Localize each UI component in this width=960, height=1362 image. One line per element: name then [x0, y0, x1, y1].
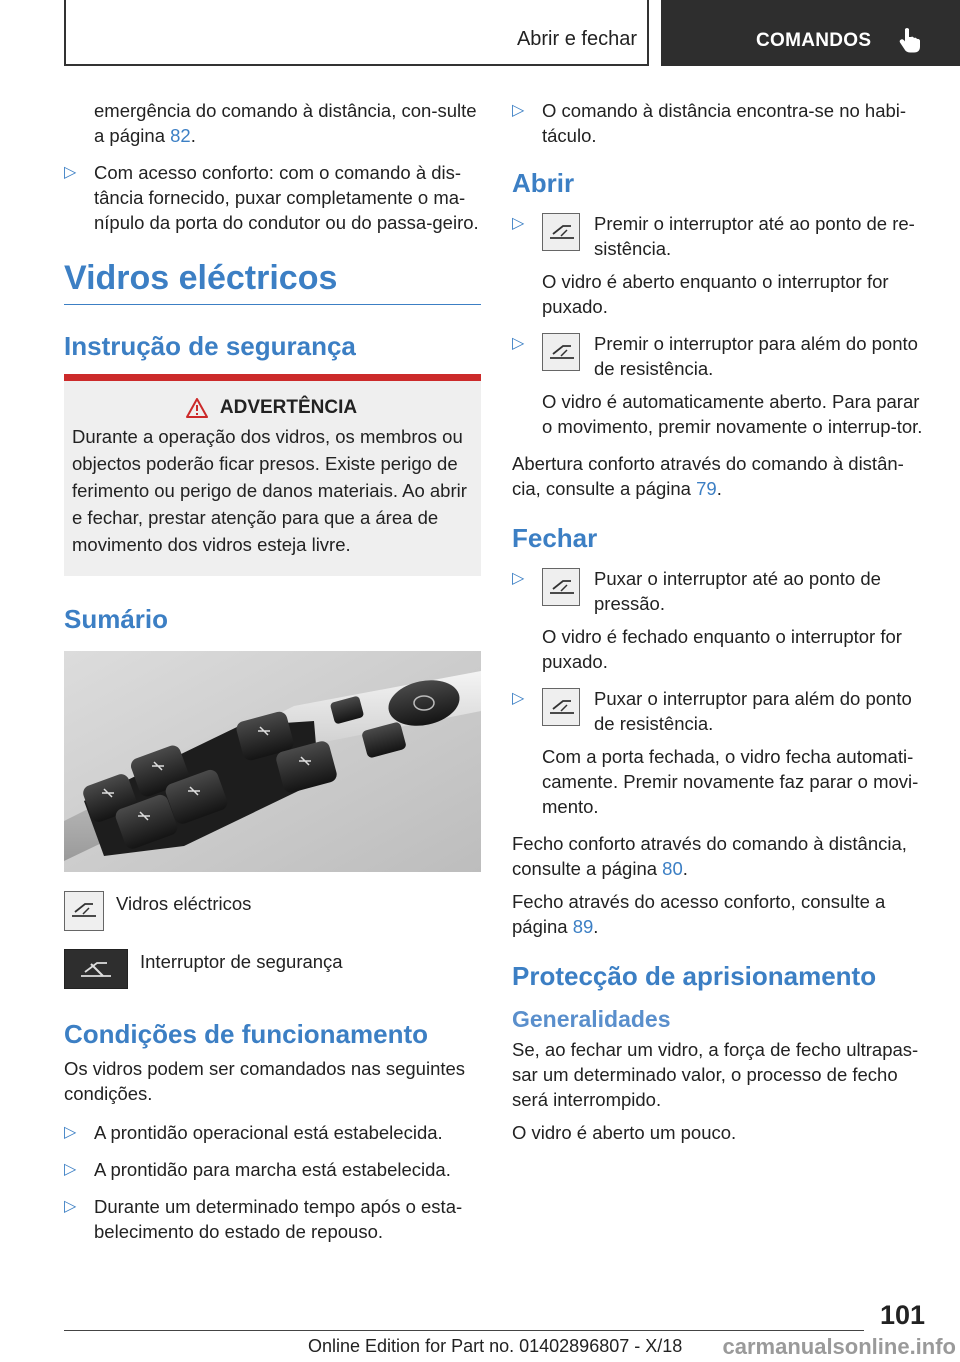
window-switch-panel-image: [64, 651, 481, 872]
triangle-bullet-icon: ▷: [64, 1198, 77, 1215]
footer-edition: Online Edition for Part no. 01402896807 - X/18: [308, 1336, 683, 1356]
heading-protection: Protecção de aprisionamento: [512, 961, 877, 991]
header-section-title: Abrir e fechar: [516, 28, 637, 50]
page-link-82[interactable]: 82: [170, 125, 191, 146]
window-switch-icon: [542, 213, 580, 251]
close-access-paragraph: Fecho através do acesso conforto, consulte a página 89.: [512, 891, 886, 937]
header-chapter-title: COMANDOS: [756, 30, 872, 51]
list-item: ▷ Puxar o interruptor até ao ponto de pressão. O vidro é fechado enquanto o interruptor for puxado.: [512, 568, 902, 672]
pointing-hand-icon: [899, 27, 921, 53]
list-item: ▷ Premir o interruptor até ao ponto de re-sistência. O vidro é aberto enquanto o interruptor for puxado.: [512, 213, 915, 317]
legend-item: [64, 891, 481, 931]
list-item: ▷ A prontidão para marcha está estabelecida.: [64, 1159, 451, 1180]
legend-label-safety: Interruptor de segurança: [140, 951, 343, 972]
open-comfort-paragraph: Abertura conforto através do comando à distân-cia, consulte a página 79.: [512, 453, 904, 499]
heading-general: Generalidades: [512, 1006, 671, 1032]
legend-label-windows: Vidros eléctricos: [116, 893, 252, 914]
page-number: 101: [879, 1300, 925, 1330]
left-column: [64, 98, 481, 1256]
window-switch-icon: [64, 891, 104, 931]
heading-safety: Instrução de segurança: [64, 331, 356, 361]
page-link-80[interactable]: 80: [662, 858, 683, 879]
window-switch-icon: [542, 333, 580, 371]
heading-summary: Sumário: [64, 604, 169, 634]
triangle-bullet-icon: ▷: [512, 102, 525, 119]
triangle-bullet-icon: ▷: [64, 1124, 77, 1141]
heading-close: Fechar: [512, 523, 598, 553]
close-comfort-paragraph: Fecho conforto através do comando à distância, consulte a página 80.: [512, 833, 907, 879]
heading-conditions: Condições de funcionamento: [64, 1019, 429, 1049]
list-item: ▷ Puxar o interruptor para além do ponto de resistência. Com a porta fechada, o vidro fecha automati-camente. Premir novamente faz parar o movi-mento.: [512, 688, 919, 817]
footer-divider: [64, 1330, 864, 1331]
list-item: ▷ A prontidão operacional está estabelecida.: [64, 1122, 443, 1143]
watermark: carmanualsonline.info: [722, 1334, 956, 1359]
triangle-bullet-icon: ▷: [512, 215, 525, 232]
window-switch-icon: [542, 568, 580, 606]
intro-paragraph: emergência do comando à distância, con-sulte a página 82.: [94, 100, 477, 146]
general-paragraph: Se, ao fechar um vidro, a força de fecho ultrapas-sar um determinado valor, o processo de fecho será interrompido.: [512, 1039, 919, 1110]
triangle-bullet-icon: ▷: [64, 1161, 77, 1178]
list-item: ▷ Premir o interruptor para além do ponto de resistência. O vidro é automaticamente aberto. Para parar o movimento, premir novamente o interrup-tor.: [512, 333, 923, 437]
right-column: [512, 98, 930, 1153]
triangle-bullet-icon: ▷: [512, 690, 525, 707]
general-paragraph-2: O vidro é aberto um pouco.: [512, 1122, 737, 1143]
list-item: ▷ Durante um determinado tempo após o esta-belecimento do estado de repouso.: [64, 1196, 463, 1242]
warning-triangle-icon: [186, 398, 208, 418]
warning-box: [64, 374, 481, 576]
warning-body: Durante a operação dos vidros, os membros ou objectos poderão ficar presos. Existe perigo de ferimento ou perigo de danos materiais. Ao abrir e fechar, prestar atenção para que a área de movimento dos vidros esteja livre.: [72, 426, 467, 555]
page-link-79[interactable]: 79: [696, 478, 717, 499]
conditions-intro: Os vidros podem ser comandados nas seguintes condições.: [64, 1058, 466, 1104]
window-switch-icon: [542, 688, 580, 726]
warning-title: ADVERTÊNCIA: [219, 397, 358, 418]
list-item: ▷ Com acesso conforto: com o comando à dis-tância fornecido, puxar completamente o ma-nípulo da porta do condutor ou do passa-geiro.: [64, 162, 479, 233]
legend-item: [64, 949, 481, 989]
list-item: ▷ O comando à distância encontra-se no habi-táculo.: [512, 100, 907, 146]
section-title-windows: Vidros eléctricos: [64, 259, 481, 305]
page-link-89[interactable]: 89: [572, 916, 594, 937]
triangle-bullet-icon: ▷: [64, 164, 77, 181]
header-section-box: [64, 0, 649, 66]
heading-open: Abrir: [512, 168, 575, 198]
safety-switch-icon: [64, 949, 128, 989]
triangle-bullet-icon: ▷: [512, 570, 525, 587]
header-chapter-box: [661, 0, 960, 66]
triangle-bullet-icon: ▷: [512, 335, 525, 352]
